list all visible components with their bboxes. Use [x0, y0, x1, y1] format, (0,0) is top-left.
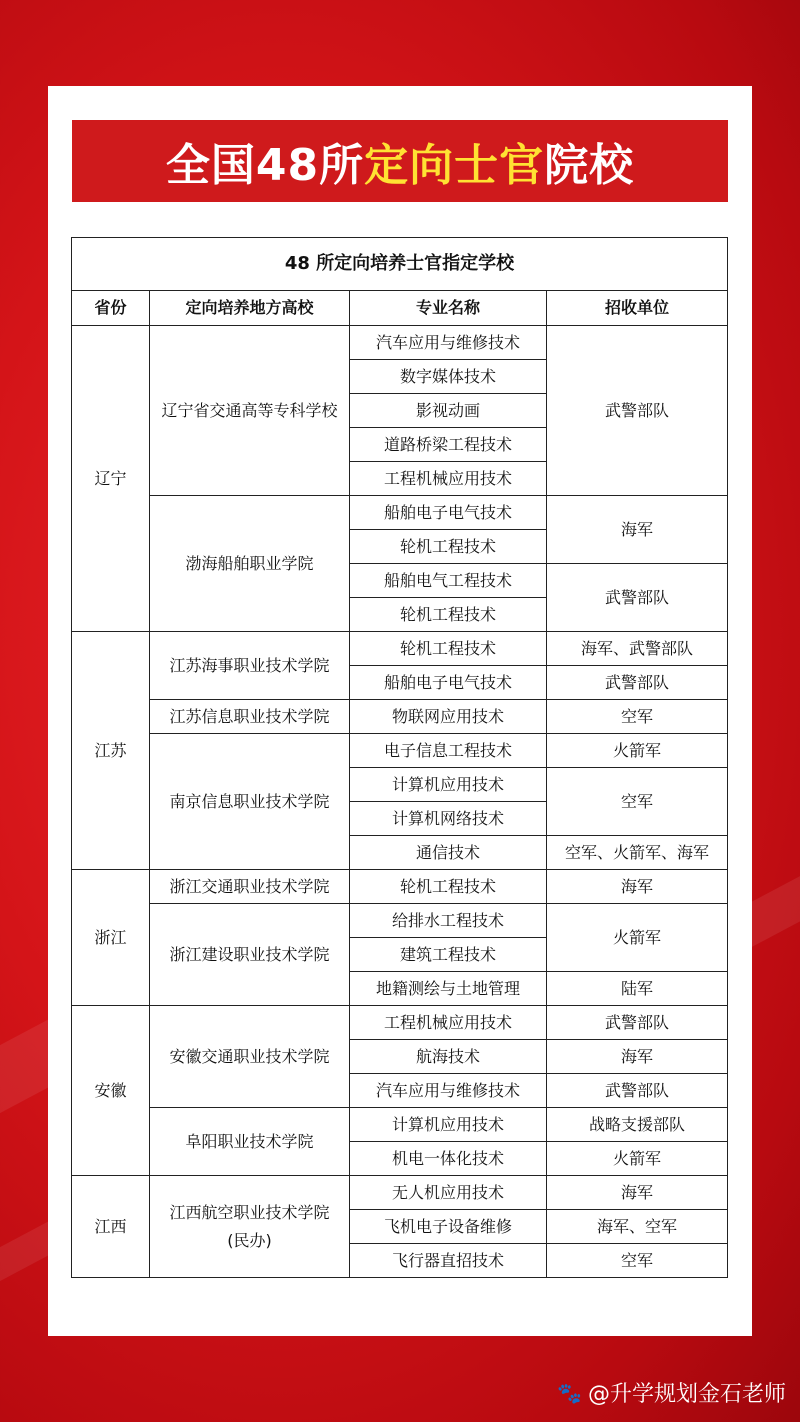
paw-icon: 🐾: [557, 1380, 582, 1405]
major-cell: 道路桥梁工程技术: [350, 428, 547, 462]
unit-cell: 空军、火箭军、海军: [547, 836, 728, 870]
table-row: [72, 904, 728, 938]
major-cell: 船舶电子电气技术: [350, 666, 547, 700]
major-cell: 船舶电气工程技术: [350, 564, 547, 598]
unit-cell: 陆军: [547, 972, 728, 1006]
school-cell: 江苏信息职业技术学院: [150, 700, 350, 734]
unit-cell: 海军: [547, 870, 728, 904]
table-row: [72, 870, 728, 904]
table-row: [72, 1108, 728, 1142]
major-cell: 地籍测绘与土地管理: [350, 972, 547, 1006]
major-cell: 飞机电子设备维修: [350, 1210, 547, 1244]
school-cell: 辽宁省交通高等专科学校: [150, 326, 350, 496]
major-cell: 建筑工程技术: [350, 938, 547, 972]
unit-cell: 海军、武警部队: [547, 632, 728, 666]
header-province: 省份: [72, 291, 150, 326]
table-title-row: [72, 238, 728, 291]
province-cell: 辽宁: [72, 326, 150, 632]
unit-cell: 武警部队: [547, 564, 728, 632]
unit-cell: 火箭军: [547, 1142, 728, 1176]
table-row: [72, 326, 728, 360]
unit-cell: 海军: [547, 1040, 728, 1074]
watermark: [557, 1377, 786, 1408]
table-row: [72, 1176, 728, 1210]
header-unit: 招收单位: [547, 291, 728, 326]
major-cell: 给排水工程技术: [350, 904, 547, 938]
major-cell: 轮机工程技术: [350, 632, 547, 666]
major-cell: 计算机应用技术: [350, 1108, 547, 1142]
major-cell: 计算机网络技术: [350, 802, 547, 836]
school-cell: 江苏海事职业技术学院: [150, 632, 350, 700]
major-cell: 轮机工程技术: [350, 530, 547, 564]
banner-text-2: 定向士官: [364, 140, 545, 191]
banner-text-3: 院校: [544, 140, 635, 191]
school-cell: 渤海船舶职业学院: [150, 496, 350, 632]
banner-text-1: 全国48所: [165, 140, 365, 191]
table-row: [72, 1006, 728, 1040]
province-cell: 安徽: [72, 1006, 150, 1176]
major-cell: 影视动画: [350, 394, 547, 428]
table-row: [72, 700, 728, 734]
unit-cell: 武警部队: [547, 666, 728, 700]
major-cell: 计算机应用技术: [350, 768, 547, 802]
unit-cell: 海军: [547, 1176, 728, 1210]
province-cell: 江西: [72, 1176, 150, 1278]
unit-cell: 武警部队: [547, 1006, 728, 1040]
major-cell: 通信技术: [350, 836, 547, 870]
major-cell: 工程机械应用技术: [350, 462, 547, 496]
table-header-row: [72, 291, 728, 326]
major-cell: 机电一体化技术: [350, 1142, 547, 1176]
major-cell: 飞行器直招技术: [350, 1244, 547, 1278]
table-row: [72, 496, 728, 530]
province-cell: 江苏: [72, 632, 150, 870]
major-cell: 工程机械应用技术: [350, 1006, 547, 1040]
table-row: [72, 734, 728, 768]
header-major: 专业名称: [350, 291, 547, 326]
major-cell: 数字媒体技术: [350, 360, 547, 394]
title-banner: [72, 120, 728, 202]
school-name: 江西航空职业技术学院: [169, 1202, 330, 1222]
major-cell: 汽车应用与维修技术: [350, 326, 547, 360]
major-cell: 电子信息工程技术: [350, 734, 547, 768]
unit-cell: 火箭军: [547, 734, 728, 768]
school-cell: 安徽交通职业技术学院: [150, 1006, 350, 1108]
content-card: [48, 86, 752, 1336]
province-cell: 浙江: [72, 870, 150, 1006]
unit-cell: 火箭军: [547, 904, 728, 972]
school-cell: [150, 1176, 350, 1278]
school-cell: 阜阳职业技术学院: [150, 1108, 350, 1176]
unit-cell: 武警部队: [547, 326, 728, 496]
major-cell: 物联网应用技术: [350, 700, 547, 734]
schools-table: [71, 237, 728, 1278]
major-cell: 轮机工程技术: [350, 598, 547, 632]
table-row: [72, 632, 728, 666]
major-cell: 船舶电子电气技术: [350, 496, 547, 530]
unit-cell: 战略支援部队: [547, 1108, 728, 1142]
watermark-text: @升学规划金石老师: [587, 1382, 786, 1407]
header-school: 定向培养地方高校: [150, 291, 350, 326]
school-cell: 浙江交通职业技术学院: [150, 870, 350, 904]
unit-cell: 武警部队: [547, 1074, 728, 1108]
major-cell: 航海技术: [350, 1040, 547, 1074]
major-cell: 无人机应用技术: [350, 1176, 547, 1210]
table-title: 48 所定向培养士官指定学校: [72, 238, 728, 291]
school-cell: 南京信息职业技术学院: [150, 734, 350, 870]
unit-cell: 空军: [547, 768, 728, 836]
unit-cell: 海军: [547, 496, 728, 564]
school-note: (民办): [227, 1230, 272, 1250]
unit-cell: 海军、空军: [547, 1210, 728, 1244]
unit-cell: 空军: [547, 1244, 728, 1278]
major-cell: 汽车应用与维修技术: [350, 1074, 547, 1108]
school-cell: 浙江建设职业技术学院: [150, 904, 350, 1006]
major-cell: 轮机工程技术: [350, 870, 547, 904]
unit-cell: 空军: [547, 700, 728, 734]
